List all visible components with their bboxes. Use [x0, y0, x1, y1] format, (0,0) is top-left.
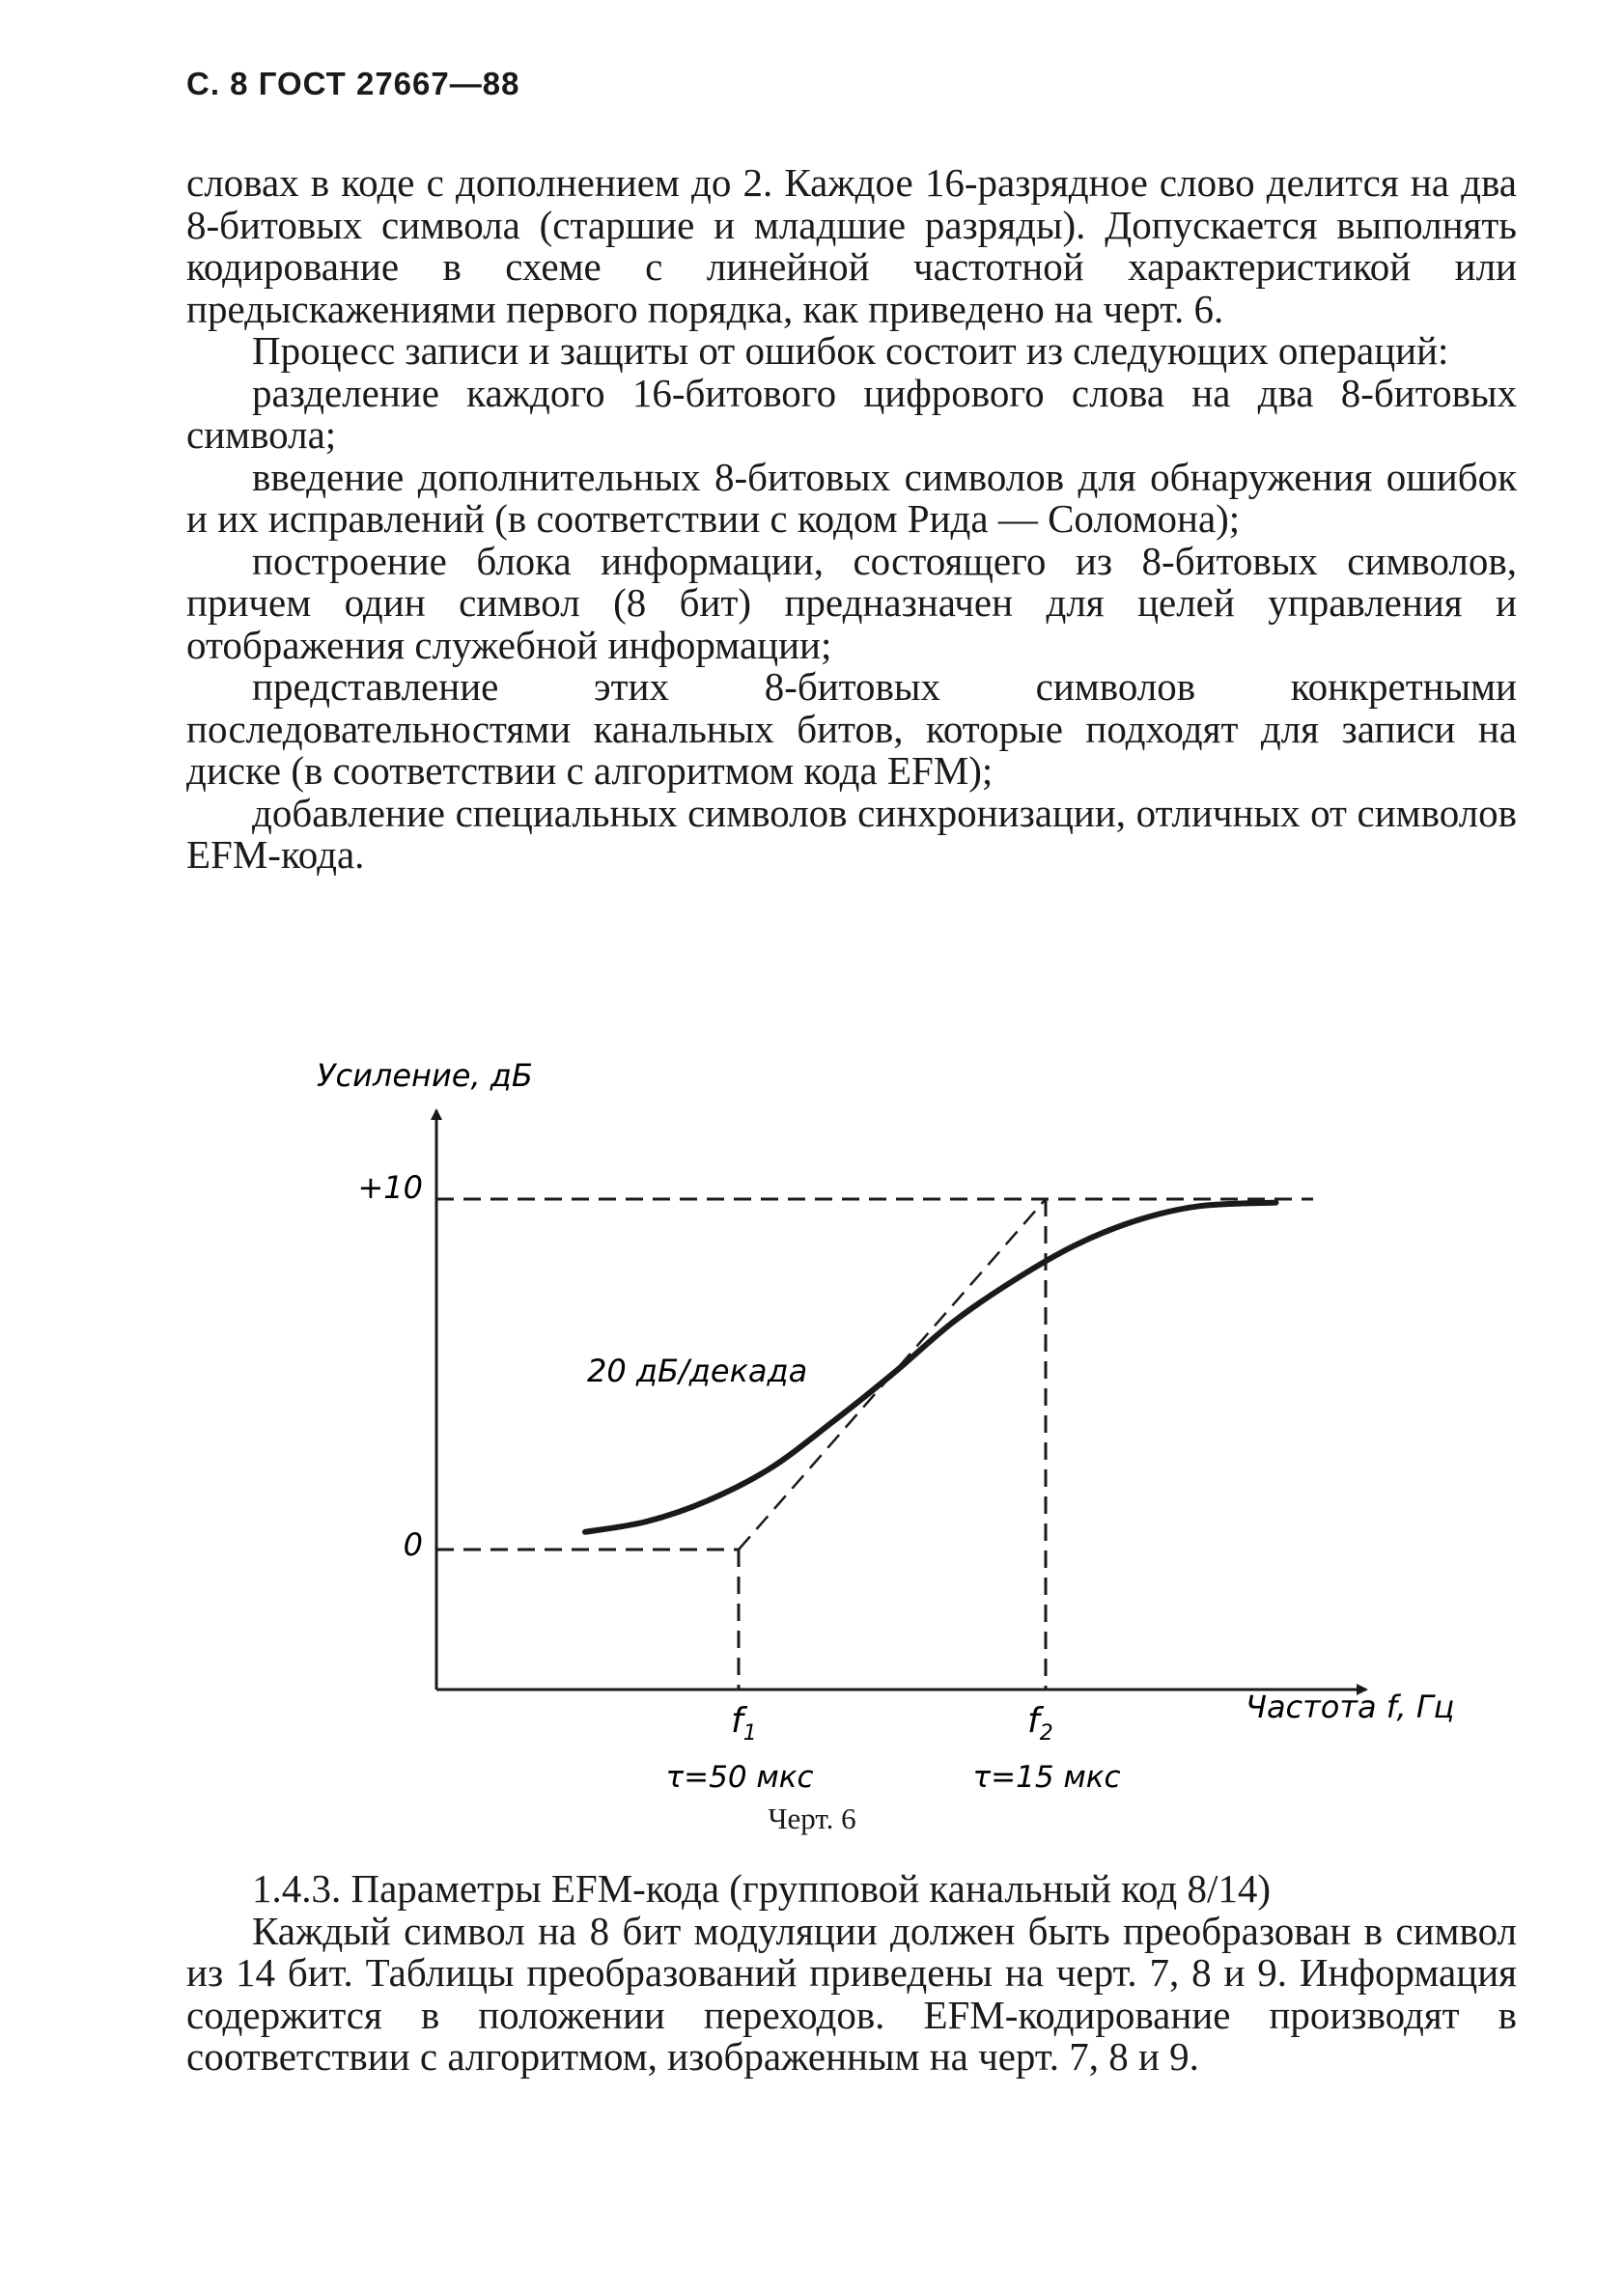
x-tick-label-f1 [731, 1701, 757, 1746]
process-intro-paragraph: Процесс записи и защиты от ошибок состоит из следующих операций: [252, 328, 1449, 373]
slope-annotation: 20 дБ/декада [587, 1353, 808, 1389]
x-axis-label: Частота f, Гц [1246, 1689, 1455, 1725]
x-tick-f1-name: f [731, 1701, 743, 1741]
section-heading: 1.4.3. Параметры EFM-кода (групповой канальный код 8/14) [252, 1866, 1272, 1911]
x-tick-f2-sub: 2 [1039, 1721, 1053, 1746]
page-header: С. 8 ГОСТ 27667—88 [186, 66, 520, 101]
operation-item: разделение каждого 16-битового цифрового слова на два 8-битовых символа; [186, 370, 1517, 457]
figure-caption: Черт. 6 [768, 1802, 856, 1835]
operation-item: введение дополнительных 8-битовых символов для обнаружения ошибок и их исправлений (в соответствии с кодом Рида — Соломона); [186, 454, 1517, 541]
x-tick-label-f2 [1027, 1701, 1053, 1746]
section-block [186, 1868, 1517, 2079]
x-tick-f1-sub: 1 [742, 1721, 757, 1746]
tau-label-f1: τ=50 мкс [665, 1760, 814, 1795]
y-axis-label: Усиление, дБ [317, 1057, 533, 1094]
section-paragraph: Каждый символ на 8 бит модуляции должен быть преобразован в символ из 14 бит. Таблицы преобразований приведены на черт. 7, 8 и 9. Информация содержится в положении переходов. EFM-кодирование производят в соответствии с алгоритмом, изображенным на черт. 7, 8 и 9. [186, 1908, 1517, 2079]
tau-label-f2: τ=15 мкс [972, 1760, 1121, 1795]
operation-item: построение блока информации, состоящего из 8-битовых символов, причем один символ (8 бит) предназначен для целей управления и отображения служебной информации; [186, 538, 1517, 667]
intro-paragraph: словах в коде с дополнением до 2. Каждое 16-разрядное слово делится на два 8-битовых символа (старшие и младшие разряды). Допускается выполнять кодирование в схеме с линейной частотной характеристикой или предыскажениями первого порядка, как приведено на черт. 6. [186, 160, 1517, 331]
operation-item: добавление специальных символов синхронизации, отличных от символов EFM-кода. [186, 790, 1517, 877]
y-tick-label: +10 [357, 1169, 423, 1206]
x-tick-f2-name: f [1027, 1701, 1040, 1741]
operation-item: представление этих 8-битовых символов конкретными последовательностями канальных битов, которые подходят для записи на диске (в соответствии с алгоритмом кода EFM); [186, 664, 1517, 793]
y-tick-label: 0 [403, 1526, 423, 1563]
